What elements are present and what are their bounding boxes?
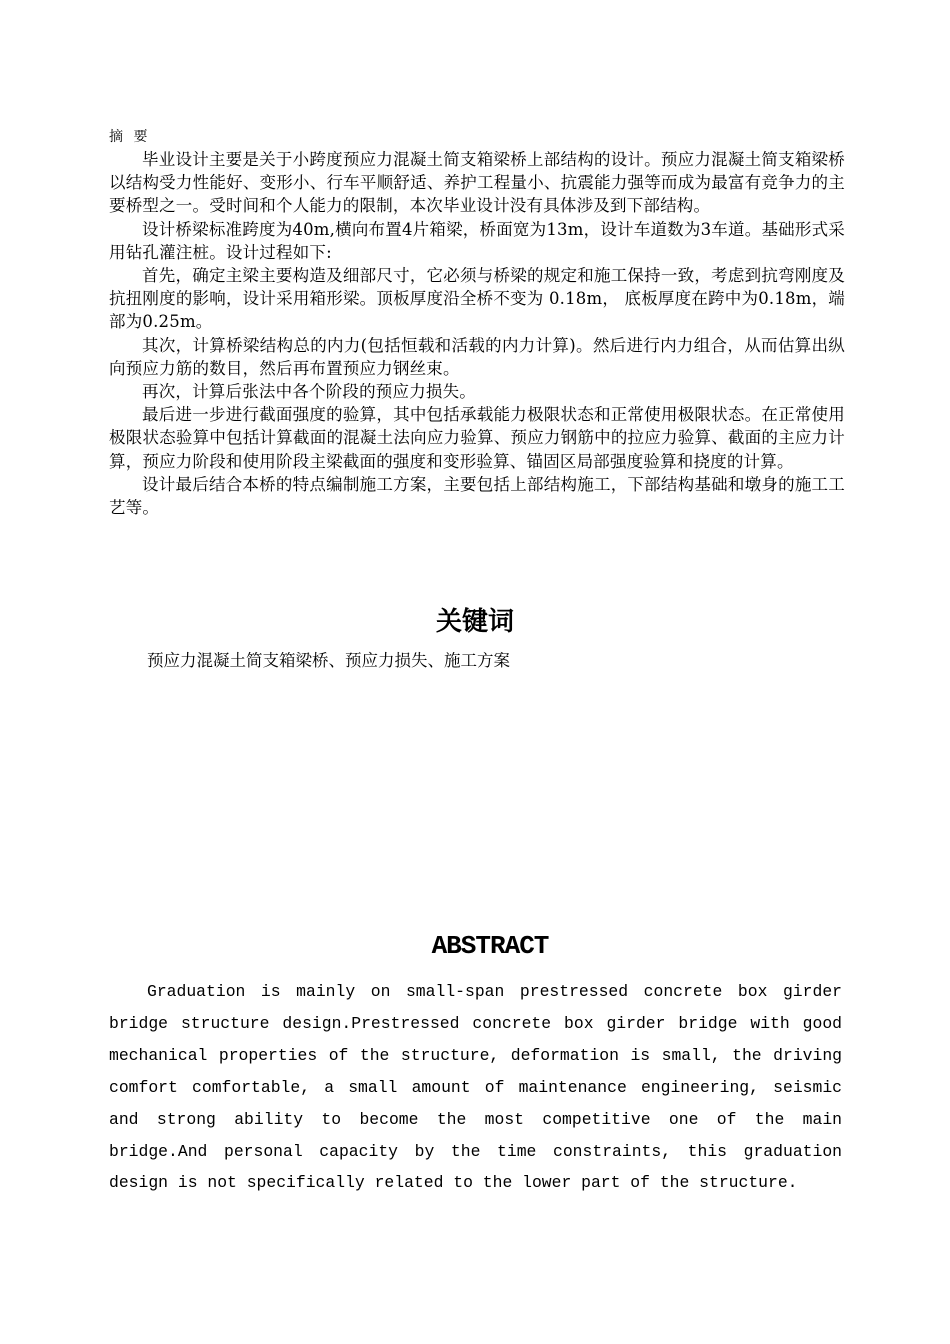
chinese-abstract — [109, 126, 845, 519]
abstract-heading: 摘 要 — [109, 129, 151, 145]
abstract-paragraph-6: 最后进一步进行截面强度的验算，其中包括承载能力极限状态和正常使用极限状态。在正常使用极限状态验算中包括计算截面的混凝土法向应力验算、预应力钢筋中的拉应力验算、截面的主应力计算，预应力阶段和使用阶段主梁截面的强度和变形验算、锚固区局部强度验算和挠度的计算。 — [109, 405, 845, 471]
abstract-paragraph-3: 首先，确定主梁主要构造及细部尺寸，它必须与桥梁的规定和施工保持一致，考虑到抗弯刚度及抗扭刚度的影响，设计采用箱形梁。顶板厚度沿全桥不变为 0.18m， 底板厚度在跨中为0.18m，端部为0.25m。 — [109, 266, 845, 332]
abstract-paragraph-2: 设计桥梁标准跨度为40m,横向布置4片箱梁，桥面宽为13m，设计车道数为3车道。基础形式采用钻孔灌注桩。设计过程如下: — [109, 219, 845, 262]
english-abstract-body: Graduation is mainly on small-span prestressed concrete box girder bridge structure design.Prestressed concrete box girder bridge with good mechanical properties of the structure, deformation is small, the driving comfort comfortable, a small amount of maintenance engineering, seismic and strong ability to become the most competitive one of the main bridge.And personal capacity by the time constraints, this graduation design is not specifically related to the lower part of the structure. — [109, 982, 842, 1193]
abstract-paragraph-7: 设计最后结合本桥的特点编制施工方案，主要包括上部结构施工，下部结构基础和墩身的施工工艺等。 — [109, 474, 845, 518]
abstract-paragraph-4: 其次，计算桥梁结构总的内力(包括恒载和活载的内力计算)。然后进行内力组合，从而估算出纵向预应力筋的数目，然后再布置预应力钢丝束。 — [109, 335, 845, 378]
abstract-paragraph-1: 毕业设计主要是关于小跨度预应力混凝土简支箱梁桥上部结构的设计。预应力混凝土简支箱梁桥以结构受力性能好、变形小、行车平顺舒适、养护工程量小、抗震能力强等而成为最富有竞争力的主要桥型之一。受时间和个人能力的限制，本次毕业设计没有具体涉及到下部结构。 — [109, 150, 845, 216]
english-abstract-title: ABSTRACT — [431, 931, 549, 961]
keywords-text: 预应力混凝土简支箱梁桥、预应力损失、施工方案 — [147, 651, 510, 670]
keywords-title: 关键词 — [435, 607, 514, 637]
abstract-paragraph-5: 再次，计算后张法中各个阶段的预应力损失。 — [142, 382, 476, 402]
